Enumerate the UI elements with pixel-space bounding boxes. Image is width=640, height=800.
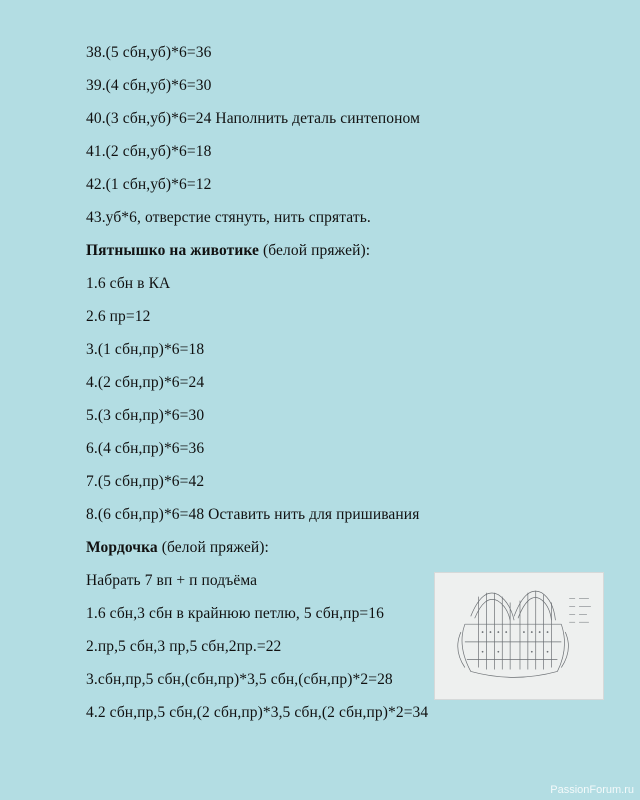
muzzle-row-3: 3.сбн,пр,5 сбн,(сбн,пр)*3,5 сбн,(сбн,пр)*2=28 [86, 671, 393, 688]
spot-heading-bold: Пятнышко на животике [86, 242, 260, 259]
muzzle-row-1: 1.6 сбн,3 сбн в крайнюю петлю, 5 сбн,пр=16 [86, 605, 384, 622]
spot-row-7: 7.(5 сбн,пр)*6=42 [86, 473, 205, 490]
row-42: 42.(1 сбн,уб)*6=12 [86, 176, 212, 193]
spot-row-2: 2.6 пр=12 [86, 308, 151, 325]
row-39: 39.(4 сбн,уб)*6=30 [86, 77, 212, 94]
spot-section-heading [86, 241, 370, 261]
muzzle-heading-rest: (белой пряжей): [157, 539, 269, 556]
muzzle-section-heading [86, 538, 269, 558]
spot-heading-rest: (белой пряжей): [259, 242, 371, 259]
spot-row-1: 1.6 сбн в КА [86, 275, 171, 292]
spot-row-8: 8.(6 сбн,пр)*6=48 Оставить нить для пришивания [86, 506, 420, 523]
spot-row-3: 3.(1 сбн,пр)*6=18 [86, 341, 205, 358]
row-40: 40.(3 сбн,уб)*6=24 Наполнить деталь синтепоном [86, 110, 420, 127]
row-38: 38.(5 сбн,уб)*6=36 [86, 44, 212, 61]
crochet-chart-drawing [435, 573, 603, 699]
muzzle-row-4: 4.2 сбн,пр,5 сбн,(2 сбн,пр)*3,5 сбн,(2 сбн,пр)*2=34 [86, 704, 429, 721]
spot-row-4: 4.(2 сбн,пр)*6=24 [86, 374, 205, 391]
muzzle-heading-bold: Мордочка [86, 539, 158, 556]
row-41: 41.(2 сбн,уб)*6=18 [86, 143, 212, 160]
spot-row-5: 5.(3 сбн,пр)*6=30 [86, 407, 205, 424]
site-watermark: PassionForum.ru [550, 784, 634, 796]
crochet-chart-photo [434, 572, 604, 700]
muzzle-row-2: 2.пр,5 сбн,3 пр,5 сбн,2пр.=22 [86, 638, 282, 655]
row-43: 43.уб*6, отверстие стянуть, нить спрятать. [86, 209, 371, 226]
muzzle-row-0: Набрать 7 вп + п подъёма [86, 572, 258, 589]
spot-row-6: 6.(4 сбн,пр)*6=36 [86, 440, 205, 457]
